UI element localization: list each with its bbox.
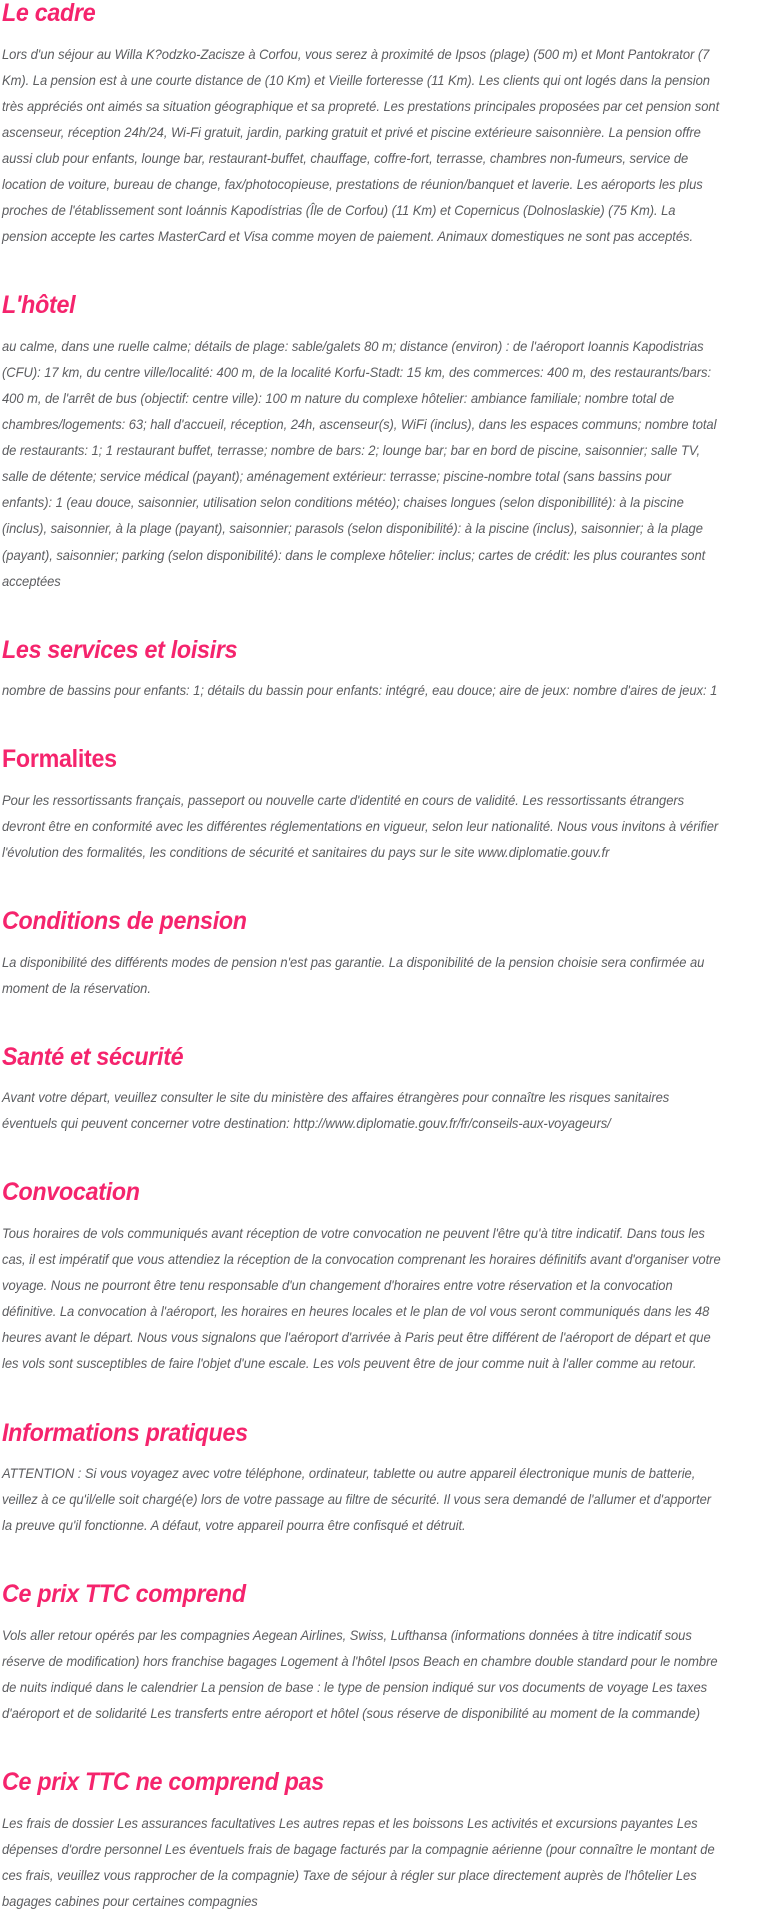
section-title-convocation: Convocation xyxy=(2,1178,140,1207)
section-title-sante-et-securite: Santé et sécurité xyxy=(2,1042,184,1071)
section-title-le-cadre: Le cadre xyxy=(2,0,96,27)
section-body-conditions-de-pension: La disponibilité des différents modes de pension n'est pas garantie. La disponibilité de la pension choisie sera confirmée au moment de la réservation. xyxy=(2,954,705,996)
section-body-informations-pratiques: ATTENTION : Si vous voyagez avec votre téléphone, ordinateur, tablette ou autre appareil électronique munis de batterie, veillez à ce qu'il/elle soit chargé(e) lors de votre passage au filtre de sécurité. Il vous sera demandé de l'allumer et d'apporter la preuve qu'il fonctionne. A défaut, votre appareil pourra être confisqué et détruit. xyxy=(2,1466,712,1534)
section-body-formalites: Pour les ressortissants français, passeport ou nouvelle carte d'identité en cours de validité. Les ressortissants étrangers devront être en conformité avec les différentes réglementations en vigueur, selon leur nationalité. Nous vous invitons à vérifier l'évolution des formalités, les conditions de sécurité et sanitaires du pays sur le site www.diplomatie.gouv.fr xyxy=(2,792,719,860)
section-body-sante-et-securite: Avant votre départ, veuillez consulter le site du ministère des affaires étrangères pour connaître les risques sanitaires éventuels qui peuvent concerner votre destination: http://www.diplomatie.gouv.fr/fr/conseils-aux-voyageurs/ xyxy=(2,1090,670,1132)
section-l-hotel xyxy=(2,292,756,594)
section-informations-pratiques xyxy=(2,1420,756,1540)
section-convocation xyxy=(2,1179,756,1377)
section-les-services-et-loisirs xyxy=(2,637,756,705)
section-title-conditions-de-pension: Conditions de pension xyxy=(2,907,247,936)
section-body-l-hotel: au calme, dans une ruelle calme; détails de plage: sable/galets 80 m; distance (environ) : de l'aéroport Ioannis Kapodistrias (CFU): 17 km, du centre ville/localité: 400 m, de la localité Korfu-Stadt: 15 km, des commerces: 400 m, des restaurants/bars: 400 m, de l'arrêt de bus (objectif: centre ville): 100 m nature du complexe hôtelier: ambiance familiale; nombre total de chambres/logements: 63; hall d'accueil, réception, 24h, ascenseur(s), WiFi (inclus), dans les espaces communs; nombre total de restaurants: 1; 1 restaurant buffet, terrasse; nombre de bars: 2; lounge bar; bar en bord de piscine, saisonnier; salle TV, salle de détente; service médical (payant); aménagement extérieur: terrasse; piscine-nombre total (sans bassins pour enfants): 1 (eau douce, saisonnier, utilisation selon conditions météo); chaises longues (selon disponibillité): à la piscine (inclus), saisonnier, à la plage (payant), saisonnier; parasols (selon disponibilité): à la piscine (inclus), saisonnier; à la plage (payant), saisonnier; parking (selon disponibilité): dans le complexe hôtelier: inclus; cartes de crédit: les plus courantes sont acceptées xyxy=(2,338,717,589)
section-body-ce-prix-ttc-ne-comprend-pas: Les frais de dossier Les assurances facultatives Les autres repas et les boissons Les activités et excursions payantes Les dépenses d'ordre personnel Les éventuels frais de bagage facturés par la compagnie aérienne (pour connaître le montant de ces frais, veuillez vous rapprocher de la compagnie) Taxe de séjour à régler sur place directement auprès de l'hôtelier Les bagages cabines pour certaines compagnies xyxy=(2,1815,715,1909)
section-title-l-hotel: L'hôtel xyxy=(2,291,76,320)
section-body-les-services-et-loisirs: nombre de bassins pour enfants: 1; détails du bassin pour enfants: intégré, eau douce; aire de jeux: nombre d'aires de jeux: 1 xyxy=(2,683,718,699)
section-title-ce-prix-ttc-ne-comprend-pas: Ce prix TTC ne comprend pas xyxy=(2,1768,324,1797)
section-conditions-de-pension xyxy=(2,908,756,1002)
section-le-cadre xyxy=(2,0,756,250)
section-ce-prix-ttc-comprend xyxy=(2,1581,756,1727)
section-title-ce-prix-ttc-comprend: Ce prix TTC comprend xyxy=(2,1580,246,1609)
section-ce-prix-ttc-ne-comprend-pas xyxy=(2,1769,756,1915)
section-body-ce-prix-ttc-comprend: Vols aller retour opérés par les compagnies Aegean Airlines, Swiss, Lufthansa (informations données à titre indicatif sous réserve de modification) hors franchise bagages Logement à l'hôtel Ipsos Beach en chambre double standard pour le nombre de nuits indiqué dans le calendrier La pension de base : le type de pension indiqué sur vos documents de voyage Les taxes d'aéroport et de solidarité Les transferts entre aéroport et hôtel (sous réserve de disponibilité au moment de la commande) xyxy=(2,1627,718,1722)
section-title-les-services-et-loisirs: Les services et loisirs xyxy=(2,635,238,664)
section-formalites xyxy=(2,746,756,866)
section-sante-et-securite xyxy=(2,1044,756,1138)
section-title-informations-pratiques: Informations pratiques xyxy=(2,1418,248,1447)
section-title-formalites: Formalites xyxy=(2,745,117,774)
section-body-le-cadre: Lors d'un séjour au Willa K?odzko-Zacisze à Corfou, vous serez à proximité de Ipsos (plage) (500 m) et Mont Pantokrator (7 Km). La pension est à une courte distance de (10 Km) et Vieille forteresse (11 Km). Les clients qui ont logés dans la pension très appréciés ont aimés sa situation géographique et sa propreté. Les prestations principales proposées par cet pension sont ascenseur, réception 24h/24, Wi-Fi gratuit, jardin, parking gratuit et privé et piscine extérieure saisonnière. La pension offre aussi club pour enfants, lounge bar, restaurant-buffet, chauffage, coffre-fort, terrasse, chambres non-fumeurs, service de location de voiture, bureau de change, fax/photocopieuse, prestations de réunion/banquet et laverie. Les aéroports les plus proches de l'établissement sont Ioánnis Kapodístrias (Île de Corfou) (11 Km) et Copernicus (Dolnoslaskie) (75 Km). La pension accepte les cartes MasterCard et Visa comme moyen de paiement. Animaux domestiques ne sont pas acceptés. xyxy=(2,46,720,245)
section-body-convocation: Tous horaires de vols communiqués avant réception de votre convocation ne peuvent l'être qu'à titre indicatif. Dans tous les cas, il est impératif que vous attendiez la réception de la convocation comprenant les horaires définitifs avant d'organiser votre voyage. Nous ne pourront être tenu responsable d'un changement d'horaires entre votre réservation et la convocation définitive. La convocation à l'aéroport, les horaires en heures locales et le plan de vol vous seront communiqués dans les 48 heures avant le départ. Nous vous signalons que l'aéroport d'arrivée à Paris peut être différent de l'aéroport de départ et que les vols sont susceptibles de faire l'objet d'une escale. Les vols peuvent être de jour comme nuit à l'aller comme au retour. xyxy=(2,1225,721,1372)
